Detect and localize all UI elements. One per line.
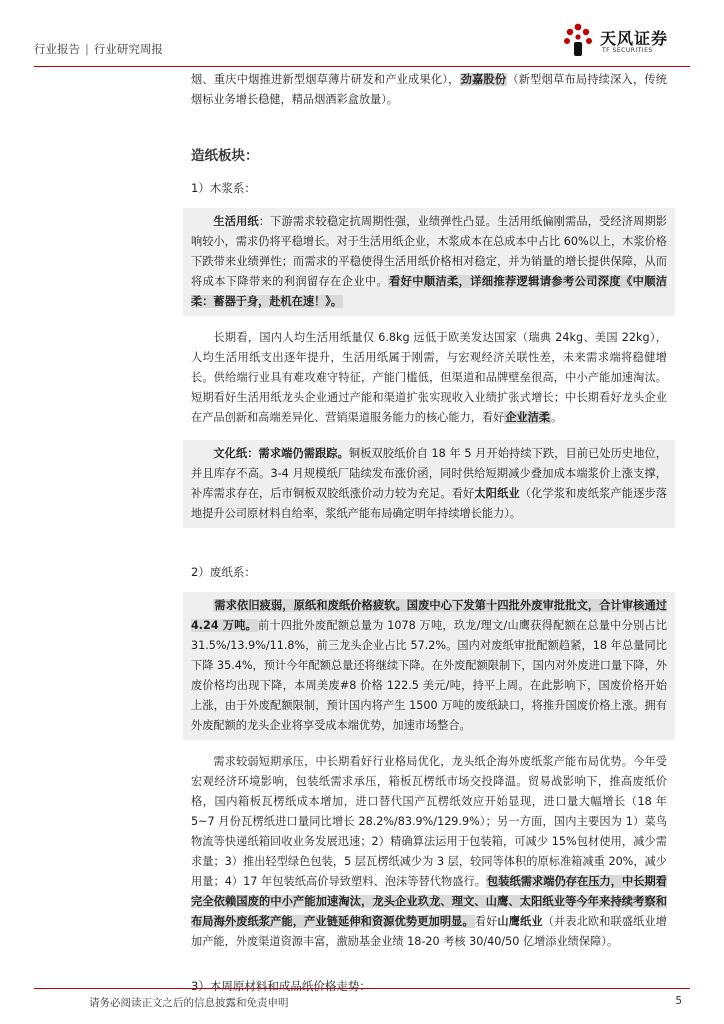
- tissue-paragraph: [191, 212, 667, 312]
- page-content: [191, 70, 667, 1006]
- culture-lead: 文化纸：需求端仍需跟踪。: [213, 447, 349, 460]
- company-logo: [560, 22, 690, 62]
- waste-lead: 需求依旧疲弱，原纸和废纸价格疲软。国废中心下发第十四批外废审批批文，合计审核通过 4.24 万吨。: [191, 599, 667, 632]
- intro-text-tail: （新型烟草布局持续深入，传统烟标业务增长稳健，精品烟酒彩盒放量）。: [191, 73, 667, 106]
- longterm-end: 。: [551, 411, 563, 424]
- demand-text-2: 看好: [474, 915, 498, 928]
- tissue-lead: 生活用纸: [213, 215, 259, 228]
- demand-tail: （并表北欧和联盛纸业增加产能，外废渠道资源丰富，激励基金业绩 18-20 考核 30/40/50 亿增添业绩保障）。: [191, 915, 667, 948]
- culture-company: 太阳纸业: [474, 487, 520, 500]
- waste-text: 前十四批外废配额总量为 1078 万吨，玖龙/理文/山鹰获得配额在总量中分别占比 31.5%/13.9%/11.8%，前三龙头企业占比 57.2%。国内对废纸审批配额趋紧，18 年总量同比下降 35.4%，预计今年配额总量还将继续下降。在外废配额限制下，国内对外废进口量下降，外废价格均出现下降，本周美废#8 价格 122.5 美元/吨，持平上周。在此影响下，国废价格开始上涨，由于外废配额限制，预计国内将产生 1500 万吨的废纸缺口，将推升国废价格上涨。拥有外废配额的龙头企业将享受成本端优势，加速市场整合。: [191, 619, 668, 732]
- tissue-text: ：下游需求较稳定抗周期性强，业绩弹性凸显。生活用纸偏刚需品，受经济周期影响较小，需求仍将平稳增长。对于生活用纸企业，木浆成本在总成本中占比 60%以上，木浆价格下跌带来业绩弹性；而需求的平稳使得生活用纸价格相对稳定，并为销量的增长提供保障，从而将成本下降带来的利润留存在企业中。: [191, 215, 667, 288]
- longterm-paragraph: [191, 328, 667, 428]
- logo-cn-text: 天风证券: [600, 29, 669, 48]
- disclaimer-text: 请务必阅读正文之后的信息披露和免责申明: [89, 997, 289, 1009]
- culture-text: 铜板双胶纸价自 18 年 5 月开始持续下跌，目前已处历史地位，并且库存不高。3-4 月规模纸厂陆续发布涨价函，同时供给短期减少叠加成本端浆价上涨支撑，补库需求存在，后市铜板双胶纸涨价动力较为充足。看好: [191, 447, 667, 500]
- intro-paragraph: [191, 70, 667, 110]
- subsection-waste: 2）废纸系：: [191, 565, 256, 579]
- tissue-highlight-block: [183, 208, 675, 316]
- demand-text: 需求较弱短期承压，中长期看好行业格局优化，龙头纸企海外废纸浆产能布局优势。今年受宏观经济环境影响，包装纸需求承压，箱板瓦楞纸市场交投降温。贸易战影响下，推高废纸价格，国内箱板瓦楞纸成本增加，进口替代国产瓦楞纸效应开始显现，进口量大幅增长（18 年 5~7 月份瓦楞纸进口量同比增长 28.2%/83.9%/129.9%）；另一方面，国内主要因为 1）菜鸟物流等快递纸箱回收业务发展迅速；2）精确算法运用于包装箱，可减少 15%包材使用，减少需求量；3）推出轻型绿色包装，5 层瓦楞纸减少为 3 层，较同等体积的原标准箱减重 20%，减少用量；4）17 年包装纸高价导致塑料、泡沫等替代物盛行。: [191, 755, 667, 888]
- intro-text: 烟、重庆中烟推进新型烟草薄片研发和产业成果化），: [191, 73, 460, 86]
- tissue-recommendation: 看好中顺洁柔，详细推荐逻辑请参考公司深度《中顺洁柔：蓄器于身，赴机在速！》。: [191, 275, 667, 308]
- longterm-text: 长期看，国内人均生活用纸量仅 6.8kg 远低于欧美发达国家（瑞典 24kg、美国 22kg），人均生活用纸支出逐年提升，生活用纸属于刚需，与宏观经济关联性差，未来需求端将稳健增长。供给端行业具有难攻难守特征，产能门槛低，但渠道和品牌壁垒很高，中小产能加速淘汰。短期看好生活用纸龙头企业通过产能和渠道扩张实现收入业绩扩张式增长；中长期看好龙头企业在产品创新和高端差异化、营销渠道服务能力的核心能力，看好: [191, 331, 667, 424]
- section-title-paper: 造纸板块：: [191, 148, 259, 164]
- subsection-pulp: 1）木浆系：: [191, 181, 256, 195]
- report-category: 行业报告: [34, 42, 80, 56]
- page-footer: [34, 988, 690, 1019]
- report-type: 行业研究周报: [93, 42, 163, 56]
- breadcrumb: [34, 41, 163, 57]
- culture-tail: （化学浆和废纸浆产能逐步落地提升公司原材料自给率，浆纸产能布局确定明年持续增长能力）。: [191, 487, 667, 520]
- longterm-company: 企业洁柔: [505, 411, 551, 424]
- subsection-price: 3）本周原材料和成品纸价格走势：: [191, 979, 371, 993]
- waste-highlight-block: [183, 592, 675, 740]
- demand-bold: 包装纸需求端仍存在压力，中长期看完全依赖国废的中小产能加速淘汰，龙头企业玖龙、理文、山鹰、太阳纸业等今年来持续考察和布局海外废纸浆产能，产业链延伸和资源优势更加明显。: [191, 875, 667, 928]
- intro-company: 劲嘉股份: [460, 73, 507, 86]
- waste-paragraph: [191, 596, 667, 736]
- demand-company: 山鹰纸业: [497, 915, 543, 928]
- logo-mark-icon: [560, 22, 596, 58]
- page-number: 5: [675, 995, 682, 1007]
- culture-highlight-block: [183, 440, 675, 528]
- logo-en-text: TF SECURITIES: [602, 47, 653, 54]
- demand-paragraph: [191, 752, 667, 952]
- breadcrumb-separator: |: [85, 42, 89, 56]
- page-header: [34, 0, 690, 67]
- culture-paragraph: [191, 444, 667, 524]
